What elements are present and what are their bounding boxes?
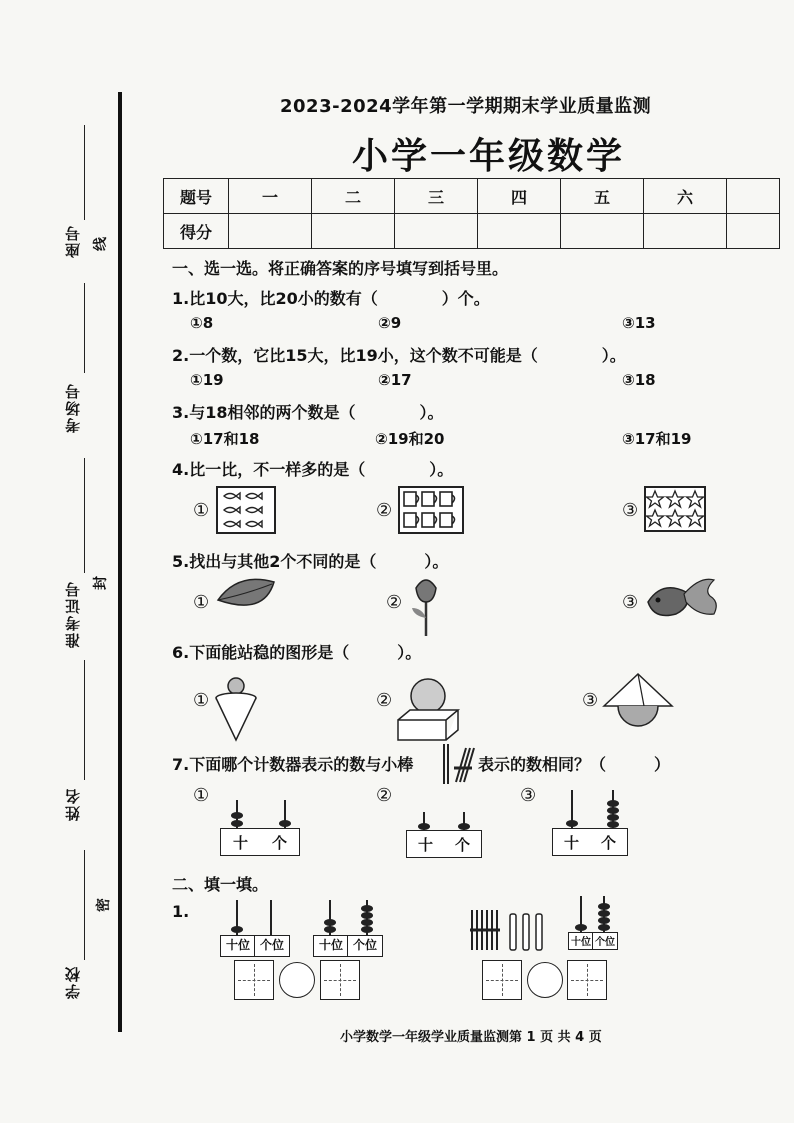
tens-place-box: 十位 [568,932,594,950]
answer-box[interactable] [234,960,274,1000]
q1-option-3[interactable]: ③13 [622,314,656,332]
page-footer: 小学数学一年级学业质量监测第 1 页 共 4 页 [340,1030,602,1045]
abacus-bead [607,807,619,814]
ones-label: 个 [600,833,616,852]
binding-name-label: 姓名 [64,787,82,821]
pyramid-on-ball-picture [600,670,676,742]
score-cell[interactable] [644,214,727,249]
score-table-row-score [164,214,780,249]
flower-picture [408,574,444,636]
section2-title: 二、填一填。 [172,875,269,894]
abacus-rod [270,900,272,936]
binding-exam-room-label: 考场号 [64,382,82,433]
score-cell-extra [727,214,780,249]
sticks-bundle-picture [468,906,502,952]
ball-on-cone-picture [212,676,260,742]
abacus-bead [279,820,291,827]
section1-title: 一、选一选。将正确答案的序号填写到括号里。 [172,259,509,278]
abacus-bead [598,910,610,917]
exam-title: 2023-2024学年第一学期期末学业质量监测 [280,96,652,117]
q3-option-1[interactable]: ①17和18 [190,430,260,448]
score-cell[interactable] [229,214,312,249]
score-table-row1-label: 题号 [164,179,229,214]
leaf-picture [214,578,276,624]
q7-option-2[interactable]: ② [376,785,393,806]
score-table-col-extra [727,179,780,214]
binding-spine [118,92,122,1032]
binding-school-label: 学校 [64,965,82,999]
score-table-col: 六 [644,179,727,214]
abacus-3-base [552,828,628,856]
abacus-bead [607,814,619,821]
q6-option-3[interactable]: ③ [582,690,599,711]
score-cell[interactable] [395,214,478,249]
tens-label: 十 [232,833,248,852]
stars-grid-picture [644,486,706,532]
q2-option-1[interactable]: ①19 [190,371,224,389]
binding-admission-no-label: 准考证号 [64,580,82,648]
binding-seat-no-line [84,125,85,220]
binding-seat-no-label: 座号 [64,224,82,258]
tens-place-box: 十位 [313,935,349,957]
answer-box[interactable] [567,960,607,1000]
abacus-2-base [406,830,482,858]
abacus-bead [607,800,619,807]
score-table-row-question [164,179,780,214]
q4-option-3[interactable]: ③ [622,500,639,521]
abacus-bead [361,905,373,912]
sticks-bundle-picture [440,742,476,786]
question-3: 3.与18相邻的两个数是（ ）。 [172,403,444,422]
ones-place-box: 个位 [254,935,290,957]
score-table-col: 一 [229,179,312,214]
binding-seal-word: 封 [93,576,109,590]
q5-option-2[interactable]: ② [386,592,403,613]
q4-option-1[interactable]: ① [193,500,210,521]
abacus-bead [231,812,243,819]
question-6: 6.下面能站稳的图形是（ ）。 [172,643,422,662]
binding-name-line [84,660,85,780]
ones-place-box: 个位 [347,935,383,957]
abacus-bead [324,919,336,926]
cups-grid-picture [398,486,464,534]
abacus-bead [361,926,373,933]
question-7: 7.下面哪个计数器表示的数与小棒 [172,755,414,774]
ball-on-box-picture [394,676,462,742]
question-2: 2.一个数，它比15大，比19小，这个数不可能是（ ）。 [172,346,626,365]
compare-circle[interactable] [279,962,315,998]
answer-box[interactable] [320,960,360,1000]
binding-secret-word: 密 [96,898,112,912]
q3-option-3[interactable]: ③17和19 [622,430,692,448]
abacus-bead [598,924,610,931]
answer-box[interactable] [482,960,522,1000]
ones-label: 个 [454,835,470,854]
q6-option-2[interactable]: ② [376,690,393,711]
q6-option-1[interactable]: ① [193,690,210,711]
q1-option-1[interactable]: ①8 [190,314,214,332]
abacus-bead [231,820,243,827]
binding-line-word: 线 [93,237,109,251]
abacus-bead [598,903,610,910]
abacus-bead [575,924,587,931]
q5-option-3[interactable]: ③ [622,592,639,613]
score-table-col: 五 [561,179,644,214]
q7-option-1[interactable]: ① [193,785,210,806]
compare-circle[interactable] [527,962,563,998]
score-table-row2-label: 得分 [164,214,229,249]
binding-exam-room-line [84,283,85,373]
q1-option-2[interactable]: ②9 [378,314,402,332]
abacus-bead [361,919,373,926]
binding-admission-no-line [84,458,85,573]
single-sticks-picture [506,912,546,952]
tens-place-box: 十位 [220,935,256,957]
q5-option-1[interactable]: ① [193,592,210,613]
binding-school-line [84,850,85,960]
score-table [163,178,780,249]
score-cell[interactable] [561,214,644,249]
abacus-bead [324,926,336,933]
question-1: 1.比10大，比20小的数有（ ）个。 [172,289,490,308]
abacus-bead [361,912,373,919]
goldfish-picture [642,574,718,624]
question-5: 5.找出与其他2个不同的是（ ）。 [172,552,449,571]
q3-option-2[interactable]: ②19和20 [375,430,445,448]
section2-q1-label: 1. [172,902,190,921]
tens-label: 十 [563,833,579,852]
ones-place-box: 个位 [592,932,618,950]
abacus-bead [598,917,610,924]
question-7-tail: 表示的数相同？（ ） [478,755,671,774]
abacus-bead [607,821,619,828]
q2-option-2[interactable]: ②17 [378,371,412,389]
score-cell[interactable] [312,214,395,249]
q7-option-3[interactable]: ③ [520,785,537,806]
question-4: 4.比一比，不一样多的是（ ）。 [172,460,454,479]
subject-title: 小学一年级数学 [352,136,626,177]
score-cell[interactable] [478,214,561,249]
ones-label: 个 [271,833,287,852]
abacus-1-base [220,828,300,856]
q2-option-3[interactable]: ③18 [622,371,656,389]
tens-label: 十 [417,835,433,854]
fish-grid-picture [216,486,276,534]
score-table-col: 四 [478,179,561,214]
abacus-bead [418,823,430,830]
q4-option-2[interactable]: ② [376,500,393,521]
abacus-bead [231,926,243,933]
abacus-bead [458,823,470,830]
abacus-bead [566,820,578,827]
score-table-col: 三 [395,179,478,214]
score-table-col: 二 [312,179,395,214]
